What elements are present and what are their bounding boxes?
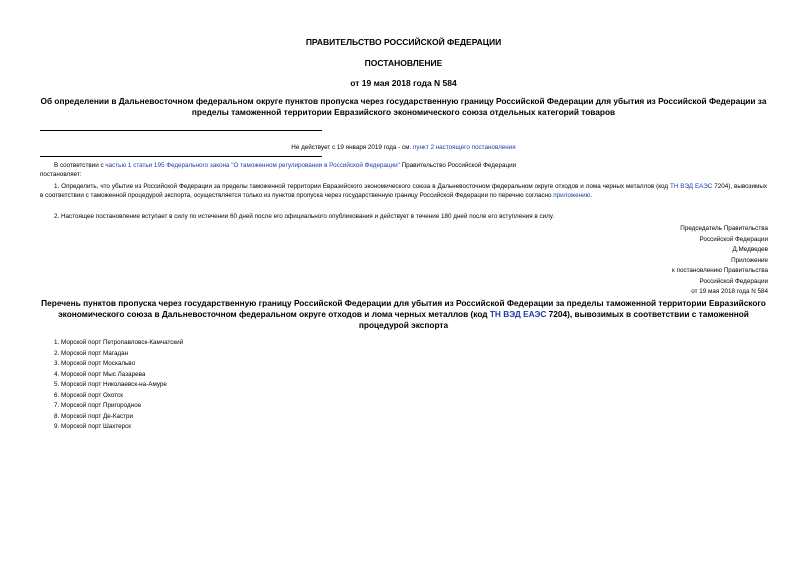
preamble-suffix: Правительство Российской Федерации: [399, 162, 517, 169]
list-title-suffix: 7204), вывозимых в соответствии с таможенной процедурой экспорта: [358, 309, 749, 330]
list-item: 4. Морской порт Мыс Лазарева: [54, 370, 146, 378]
ports-list: [54, 338, 183, 433]
list-item: 3. Морской порт Москальво: [54, 360, 136, 367]
tn-ved-link[interactable]: ТН ВЭД ЕАЭС: [669, 183, 713, 190]
law-article-link[interactable]: частью 1 статьи 195 Федерального закона "О таможенном регулировании в Российской Федерации": [105, 162, 400, 169]
signature-org: Российской Федерации: [699, 235, 768, 243]
paragraph-1: [40, 182, 767, 200]
list-item: 5. Морской порт Николаевск-на-Амуре: [54, 381, 167, 388]
doc-type-heading: ПОСТАНОВЛЕНИЕ: [364, 58, 443, 68]
list-item: 1. Морской порт Петропавловск-Камчатский: [54, 339, 184, 346]
preamble-text: В соответствии с: [54, 162, 106, 169]
paragraph-1-text: 1. Определить, что убытие из Российской Федерации за пределы таможенной территории Евразийского экономического союза в Дальневосточном федеральном округе отходов и лома черных металлов (код: [54, 183, 670, 190]
list-item: 6. Морской порт Охотск: [54, 391, 123, 399]
paragraph-1-middle: 7204), вывозимых в соответствии с таможенной процедурой экспорта, осуществляется только из пунктов пропуска через государственную границу Российской Федерации по перечню согласно: [40, 183, 767, 199]
note-divider: [40, 156, 322, 157]
date-number-heading: от 19 мая 2018 года N 584: [350, 78, 457, 88]
list-item: 2. Морской порт Магадан: [54, 349, 129, 357]
status-note-link[interactable]: пункт 2 настоящего постановления: [412, 144, 516, 151]
government-heading: ПРАВИТЕЛЬСТВО РОССИЙСКОЙ ФЕДЕРАЦИИ: [305, 37, 502, 47]
appendix-date: от 19 мая 2018 года N 584: [691, 288, 768, 295]
signature-block: [672, 224, 768, 298]
appendix-label: Приложение: [731, 256, 768, 264]
list-item: 8. Морской порт Де-Кастри: [54, 412, 134, 420]
appendix-ref: к постановлению Правительства: [672, 267, 768, 274]
list-title: [40, 298, 767, 331]
paragraph-preamble: [40, 161, 767, 179]
status-note: [40, 144, 767, 151]
decree-word: постановляет:: [40, 171, 82, 178]
list-title-text: Перечень пунктов пропуска через государственную границу Российской Федерации для убытия из Российской Федерации за пределы таможенной территории Евразийского экономического союза в Дальневосточном федеральном округе отходов и лома черных металлов (код: [41, 298, 766, 319]
appendix-link[interactable]: приложению: [553, 192, 591, 199]
list-item: 7. Морской порт Пригородное: [54, 402, 142, 409]
signature-position: Председатель Правительства: [680, 225, 768, 232]
list-title-tn-ved-link[interactable]: ТН ВЭД ЕАЭС: [489, 309, 547, 319]
list-item: 9. Морской порт Шахтерск: [54, 423, 132, 430]
title-divider: [40, 130, 322, 131]
appendix-org: Российской Федерации: [699, 277, 768, 285]
paragraph-2: 2. Настоящее постановление вступает в силу по истечении 60 дней после его официального опубликования и действует в течение 180 дней после его вступления в силу.: [54, 213, 555, 220]
paragraph-1-end: .: [590, 192, 593, 199]
status-note-text: Не действует с 19 января 2019 года - см.: [291, 144, 413, 151]
document-title: Об определении в Дальневосточном федеральном округе пунктов пропуска через государственную границу Российской Федерации для убытия из Российской Федерации за пределы таможенной территории Евразийского экономического союза отдельных категорий товаров: [40, 96, 767, 117]
signature-name: Д.Медведев: [732, 246, 768, 253]
